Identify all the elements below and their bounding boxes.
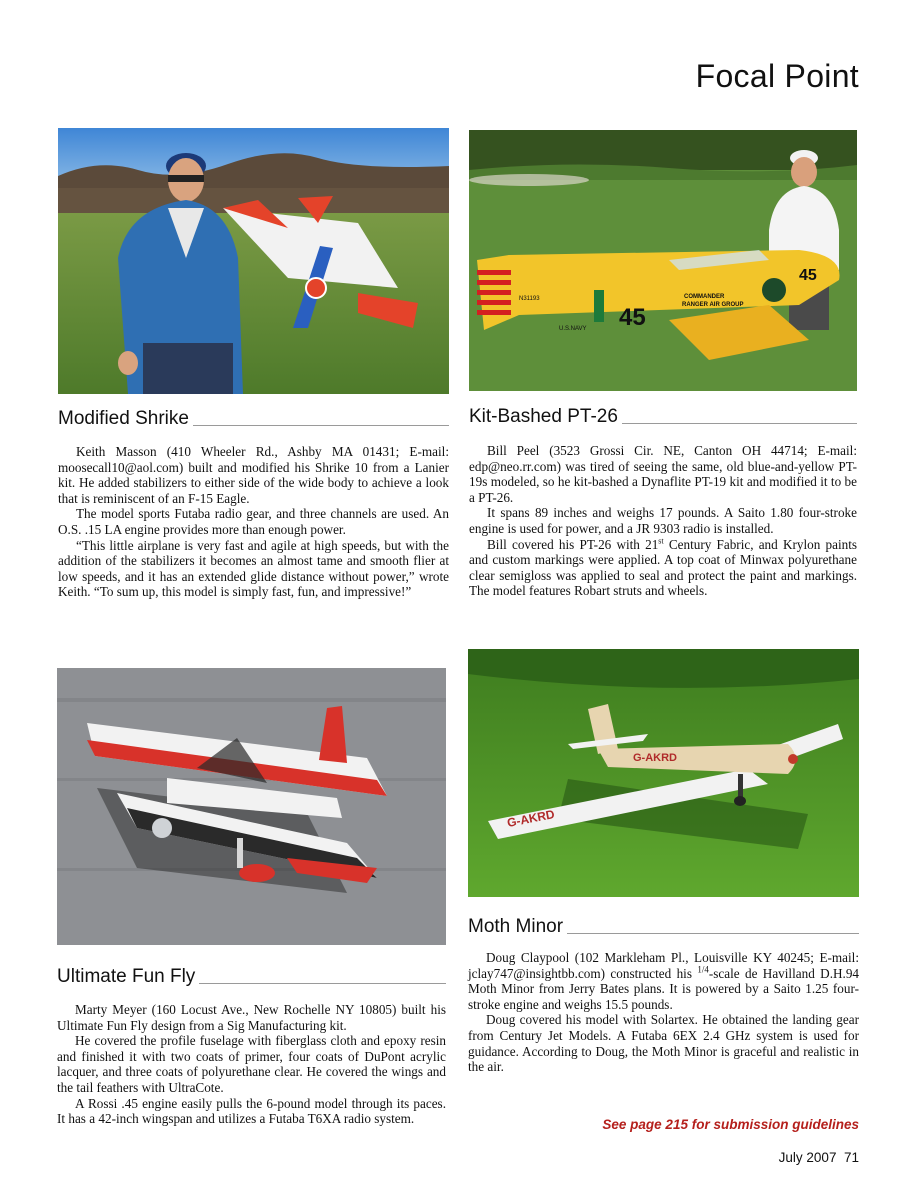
pt26-photo xyxy=(469,130,857,391)
pt26-registration: N31193 xyxy=(519,296,540,302)
pt26-navy: U.S.NAVY xyxy=(559,326,587,332)
pt26-paragraph: Bill Peel (3523 Grossi Cir. NE, Canton OH 44714; E-mail: edp@neo.rr.com) was tired of seeing the same, old blue-and-yellow PT-19s modeled, so he kit-bashed a Dynaflite PT-19 kit and modified it to be a PT-26. xyxy=(469,443,857,505)
fun-fly-title-text: Ultimate Fun Fly xyxy=(57,966,196,987)
moth-paragraph xyxy=(468,950,859,1012)
page-footer xyxy=(779,1150,859,1165)
shrike-paragraph: Keith Masson (410 Wheeler Rd., Ashby MA 01431; E-mail: moosecall10@aol.com) built and modified his Shrike 10 from a Lanier kit. He added stabilizers to either side of the wide body to achieve a look that is reminiscent of an F-15 Eagle. xyxy=(58,444,449,506)
moth-fraction: 1/4 xyxy=(697,964,709,975)
fun-fly-paragraph: He covered the profile fuselage with fiberglass cloth and epoxy resin and finished it with two coats of primer, four coats of DuPont acrylic lacquer, and three coats of polyurethane clear. He covered the wings and the tail feathers with UltraCote. xyxy=(57,1033,446,1095)
moth-registration-fuselage: G-AKRD xyxy=(633,752,677,764)
pt26-ranger: RANGER AIR GROUP xyxy=(682,302,744,308)
moth-title xyxy=(468,916,859,938)
pt26-p3-end: Century Fabric, and Krylon paints and custom markings were applied. A top coat of Minwax polyurethane clear semigloss was applied to seal and protect the paint and markings. The model features Robart struts and wheels. xyxy=(469,536,857,599)
footer-issue: July 2007 xyxy=(778,1150,837,1165)
fun-fly-paragraph: A Rossi .45 engine easily pulls the 6-pound model through its paces. It has a 42-inch wingspan and utilizes a Futaba T6XA radio system. xyxy=(57,1095,446,1127)
moth-photo xyxy=(468,649,859,897)
fun-fly-title xyxy=(57,966,446,988)
footer-page-number: 71 xyxy=(843,1150,859,1165)
submission-guidelines: See page 215 for submission guidelines xyxy=(602,1117,859,1132)
pt26-paragraph xyxy=(469,537,857,599)
pt26-p3-start: Bill covered his PT-26 with 21 xyxy=(487,536,659,552)
pt26-title-text: Kit-Bashed PT-26 xyxy=(469,406,618,427)
shrike-body xyxy=(58,444,449,600)
shrike-photo xyxy=(58,128,449,394)
pt26-commander: COMMANDER xyxy=(684,294,725,300)
fun-fly-body xyxy=(57,1002,446,1127)
moth-p1-end: -scale de Havilland D.H.94 Moth Minor from Jerry Bates plans. It is powered by a Saito 1.25 four-stroke engine and weighs 15.5 pounds. xyxy=(468,965,860,1012)
shrike-title-text: Modified Shrike xyxy=(58,408,189,429)
moth-body xyxy=(468,950,859,1075)
page-header-title: Focal Point xyxy=(695,58,859,94)
shrike-title xyxy=(58,408,449,430)
shrike-paragraph: “This little airplane is very fast and agile at high speeds, but with the addition of the stabilizers it becomes an almost tame and smooth flier at low speeds, and it has an extended glide distance without power,” wrote Keith. “To sum up, this model is simply fast, fun, and impressive!” xyxy=(58,537,449,600)
pt26-number-nose: 45 xyxy=(799,267,817,284)
moth-title-text: Moth Minor xyxy=(468,916,564,937)
pt26-title xyxy=(469,406,857,428)
fun-fly-paragraph: Marty Meyer (160 Locust Ave., New Rochelle NY 10805) built his Ultimate Fun Fly design from a Sig Manufacturing kit. xyxy=(57,1002,446,1033)
pt26-number: 45 xyxy=(619,304,646,331)
moth-paragraph: Doug covered his model with Solartex. He obtained the landing gear from Century Jet Models. A Futaba 6EX 2.4 GHz system is used for guidance. According to Doug, the Moth Minor is graceful and realistic in the air. xyxy=(468,1012,859,1075)
pt26-body xyxy=(469,443,857,599)
pt26-ordinal: st xyxy=(658,536,664,546)
fun-fly-photo xyxy=(57,668,446,945)
moth-p1-start: Doug Claypool (102 Markleham Pl., Louisville KY 40245; E-mail: jclay747@insightbb.com) constructed his xyxy=(468,950,859,981)
pt26-paragraph: It spans 89 inches and weighs 17 pounds. A Saito 1.80 four-stroke engine is used for power, and a JR 9303 radio is installed. xyxy=(469,505,857,536)
shrike-paragraph: The model sports Futaba radio gear, and three channels are used. An O.S. .15 LA engine provides more than enough power. xyxy=(58,506,449,537)
moth-registration-wing: G-AKRD xyxy=(505,807,556,830)
